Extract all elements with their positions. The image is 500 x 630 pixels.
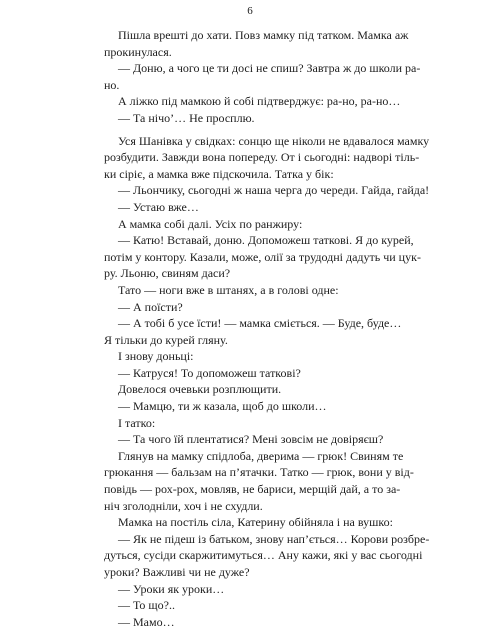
paragraph: [104, 448, 414, 514]
text-line: — А тобі б усе їсти! — мамка сміється. — Буде, буде…: [118, 316, 402, 331]
text-line: розбудити. Завжди вона попереду. От і сьогодні: надворі тіль-: [104, 150, 420, 165]
text-line: — Як не підеш із батьком, знову нап’ється… Корови розбре-: [118, 531, 430, 546]
text-line: повідь — рох-рох, мовляв, не бариси, мерщій дай, а то за-: [104, 482, 401, 497]
text-line: потім у контору. Казали, може, олії за трудодні дадуть чи цук-: [104, 249, 421, 264]
text-line: — Катю! Вставай, доню. Допоможеш таткові. Я до курей,: [118, 233, 414, 248]
paragraph: [104, 365, 380, 382]
text-line: ки сіріє, а мамка вже підскочила. Татка у бік:: [104, 166, 334, 181]
text-line: дуться, сусіди скаржитимуться… Ану кажи, які у вас сьогодні: [104, 548, 423, 563]
text-line: ніч зголодніли, хоч і не схудли.: [104, 498, 263, 513]
text-line: — Катруся! То допоможеш таткові?: [118, 365, 301, 380]
paragraph: [104, 581, 380, 598]
text-line: — Доню, а чого це ти досі не спиш? Завтра ж до школи ра-: [118, 61, 421, 76]
text-line: — Мамо…: [118, 614, 175, 629]
text-line: Мамка на постіль сіла, Катерину обійняла і на вушко:: [118, 515, 393, 530]
paragraph: [104, 381, 380, 398]
text-line: — Та нічо’… Не просплю.: [118, 110, 255, 125]
text-line: — То що?..: [118, 598, 175, 613]
paragraph: [104, 110, 380, 127]
text-line: прокинулася.: [104, 44, 172, 59]
paragraph: [104, 27, 409, 60]
paragraph: [104, 182, 430, 199]
text-line: І татко:: [118, 415, 156, 430]
text-line: Уся Шанівка у свідках: сонцю ще ніколи не вдавалося мамку: [118, 133, 430, 148]
paragraph: [104, 282, 380, 299]
paragraph: [104, 199, 380, 216]
paragraph: [104, 232, 421, 282]
text-line: — А поїсти?: [118, 299, 183, 314]
paragraph: [104, 431, 384, 448]
paragraph: [104, 398, 380, 415]
text-line: А ліжко під мамкою й собі підтверджує: ра-но, ра-но…: [118, 94, 401, 109]
paragraph: [104, 514, 393, 531]
paragraph: [104, 133, 430, 183]
body-text: [104, 27, 430, 630]
paragraph: [104, 299, 380, 316]
text-line: — Уроки як уроки…: [118, 581, 225, 596]
text-line: грюкання — бальзам на п’ятачки. Татко — грюк, вони у від-: [104, 465, 414, 480]
paragraph: [104, 60, 421, 93]
text-line: — Та чого їй плентатися? Мені зовсім не довіряєш?: [118, 432, 384, 447]
paragraph: [104, 531, 430, 581]
paragraph: [104, 597, 380, 614]
paragraph: [104, 614, 380, 630]
paragraph: [104, 315, 402, 348]
text-line: ру. Льоню, свиням даси?: [104, 266, 231, 281]
text-line: Пішла врешті до хати. Повз мамку під татком. Мамка аж: [118, 28, 409, 42]
text-line: — Льончику, сьогодні ж наша черга до череди. Гайда, гайда!: [118, 183, 430, 198]
text-line: А мамка собі далі. Усіх по ранжиру:: [118, 216, 303, 231]
text-line: Довелося очевьки розплющити.: [118, 382, 282, 397]
paragraph: [104, 348, 380, 365]
text-line: Я тільки до курей гляну.: [104, 332, 228, 347]
paragraph: [104, 216, 380, 233]
text-line: уроки? Важливі чи не дуже?: [104, 565, 250, 579]
text-line: Тато — ноги вже в штанях, а в голові одне:: [118, 282, 339, 297]
text-line: І знову доньці:: [118, 349, 194, 364]
paragraph: [104, 415, 380, 432]
text-line: — Устаю вже…: [118, 199, 199, 214]
text-line: — Мамцю, ти ж казала, щоб до школи…: [118, 399, 327, 414]
paragraph: [104, 93, 401, 110]
page-number: 6: [247, 5, 253, 17]
text-line: Глянув на мамку спідлоба, дверима — грюк! Свиням те: [118, 448, 404, 463]
text-line: но.: [104, 77, 120, 92]
